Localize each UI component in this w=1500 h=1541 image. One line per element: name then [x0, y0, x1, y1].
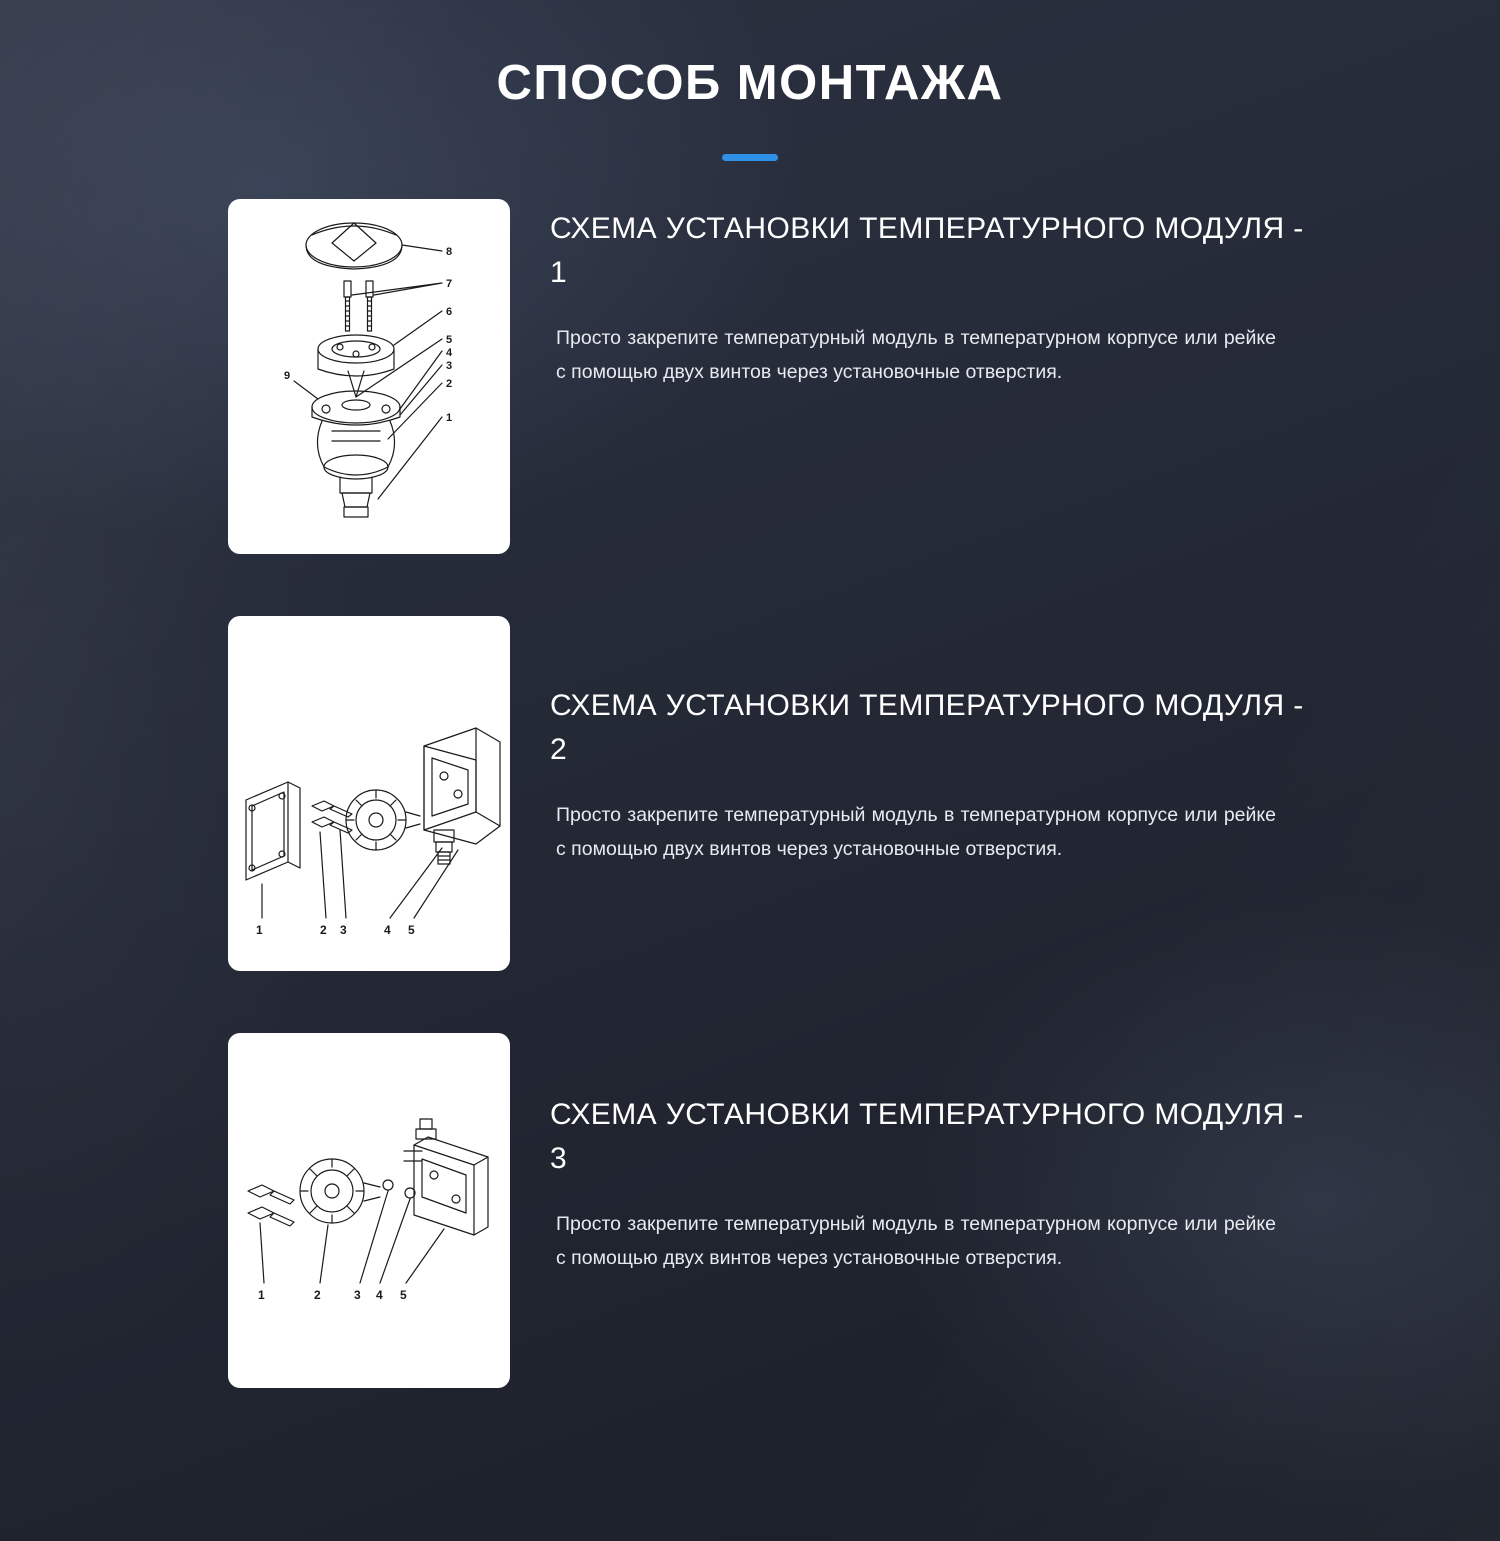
figure-callout: 1 — [446, 412, 453, 425]
figure-callout: 3 — [354, 1288, 361, 1303]
page-title: СПОСОБ МОНТАЖА — [496, 56, 1004, 110]
page-header — [0, 0, 1500, 161]
section-install-1 — [228, 199, 1320, 554]
section-text-3 — [550, 1033, 1310, 1275]
figure-callout: 2 — [446, 378, 453, 391]
figure-callout: 4 — [446, 347, 453, 360]
figure-callout: 8 — [446, 246, 453, 259]
figure-callout: 5 — [446, 334, 453, 347]
figure-callout: 2 — [320, 923, 327, 938]
figure-callout: 5 — [400, 1288, 407, 1303]
figure-callout: 3 — [340, 923, 347, 938]
figure-callout: 4 — [376, 1288, 383, 1303]
section-text-2 — [550, 616, 1310, 866]
sections-container — [0, 199, 1500, 1388]
section-body-1: Просто закрепите температурный модуль в температурном корпусе или рейке с помощью двух винтов через установочные отверстия. — [556, 327, 1276, 383]
figure-callout: 7 — [446, 278, 453, 291]
diagram-din-rail-assembly — [228, 1033, 510, 1388]
title-underline — [722, 154, 778, 161]
section-text-1 — [550, 199, 1310, 389]
section-body-3: Просто закрепите температурный модуль в температурном корпусе или рейке с помощью двух винтов через установочные отверстия. — [556, 1213, 1276, 1269]
section-title-1: СХЕМА УСТАНОВКИ ТЕМПЕРАТУРНОГО МОДУЛЯ - 1 — [550, 212, 1304, 289]
section-body-2: Просто закрепите температурный модуль в температурном корпусе или рейке с помощью двух винтов через установочные отверстия. — [556, 804, 1276, 860]
figure-card-3 — [228, 1033, 510, 1388]
figure-callout: 9 — [284, 370, 291, 383]
section-install-2 — [228, 616, 1320, 971]
section-title-3: СХЕМА УСТАНОВКИ ТЕМПЕРАТУРНОГО МОДУЛЯ - 3 — [550, 1098, 1304, 1175]
figure-callout: 1 — [256, 923, 263, 938]
diagram-thermowell-assembly — [228, 199, 510, 554]
figure-callout: 3 — [446, 360, 453, 373]
section-install-3 — [228, 1033, 1320, 1388]
section-title-2: СХЕМА УСТАНОВКИ ТЕМПЕРАТУРНОГО МОДУЛЯ - 2 — [550, 689, 1304, 766]
figure-callout: 5 — [408, 923, 415, 938]
figure-callout: 2 — [314, 1288, 321, 1303]
figure-callout: 6 — [446, 306, 453, 319]
diagram-field-housing-assembly — [228, 616, 510, 971]
figure-card-2 — [228, 616, 510, 971]
figure-card-1 — [228, 199, 510, 554]
figure-callout: 4 — [384, 923, 391, 938]
figure-callout: 1 — [258, 1288, 265, 1303]
